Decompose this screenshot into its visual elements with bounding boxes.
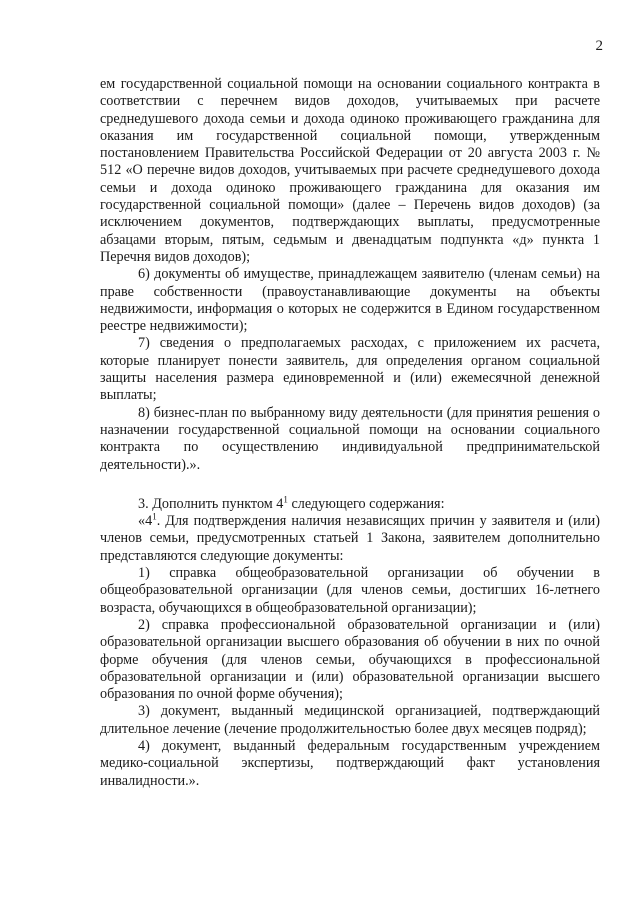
point-3-text-end: следующего содержания: bbox=[287, 495, 445, 512]
point-3-superscript: 1 bbox=[283, 494, 288, 505]
paragraph-subitem-2: 2) справка профессиональной образовательной организации и (или) образовательной организации высшего образования об обучении в них по очной форме обучения (для членов семьи, обучающихся в профессиональной образовательной организации и (или) образовательной организации высшего образования по очной форме обучения); bbox=[100, 616, 600, 703]
paragraph-subitem-4: 4) документ, выданный федеральным государственным учреждением медико-социальной экспертизы, подтверждающий факт установления инвалидности.». bbox=[100, 737, 600, 789]
point-4-1-text-end: . Для подтверждения наличия независящих причин у заявителя и (или) членов семьи, предусмотренных статьей 1 Закона, заявителем дополнительно представляются следующие документы: bbox=[100, 513, 600, 564]
paragraph-point-3 bbox=[100, 496, 600, 513]
paragraph-item-7: 7) сведения о предполагаемых расходах, с приложением их расчета, которые планирует понести заявитель, для определения органом социальной защиты населения размера единовременной и (или) ежемесячной денежной выплаты; bbox=[100, 335, 600, 404]
point-4-1-text: «4 bbox=[138, 513, 153, 530]
paragraph-subitem-1: 1) справка общеобразовательной организации об обучении в общеобразовательной организации (для членов семьи, достигших 16-летнего возраста, обучающихся в общеобразовательной организации); bbox=[100, 565, 600, 616]
point-4-1-superscript: 1 bbox=[152, 511, 157, 522]
page-number: 2 bbox=[595, 38, 603, 54]
paragraph-subitem-3: 3) документ, выданный медицинской организацией, подтверждающий длительное лечение (лечение продолжительностью более двух месяцев подряд); bbox=[100, 703, 600, 737]
paragraph-continuation: ем государственной социальной помощи на основании социального контракта в соответствии с перечнем видов доходов, учитываемых при расчете среднедушевого дохода семьи и дохода одиноко проживающего гражданина для оказания им государственной социальной помощи, утвержденным постановлением Правительства Российской Федерации от 20 августа 2003 г. № 512 «О перечне видов доходов, учитываемых при расчете среднедушевого дохода семьи и дохода одиноко проживающего гражданина для оказания им государственной социальной помощи» (далее – Перечень видов доходов) (за исключением документов, подтверждающих выплаты, предусмотренные абзацами вторым, пятым, седьмым и двенадцатым подпункта «д» пункта 1 Перечня видов доходов); bbox=[100, 76, 600, 265]
paragraph-item-6: 6) документы об имуществе, принадлежащем заявителю (членам семьи) на праве собственности (правоустанавливающие документы на объекты недвижимости, информация о которых не содержится в Едином государственном реестре недвижимости); bbox=[100, 266, 600, 335]
point-3-text: 3. Дополнить пунктом 4 bbox=[138, 495, 284, 512]
document-body bbox=[100, 76, 600, 790]
paragraph-point-4-1 bbox=[100, 513, 600, 565]
paragraph-item-8: 8) бизнес-план по выбранному виду деятельности (для принятия решения о назначении государственной социальной помощи на основании социального контракта по осуществлению индивидуальной предпринимательской деятельности).». bbox=[100, 404, 600, 473]
paragraph-gap bbox=[100, 474, 600, 496]
